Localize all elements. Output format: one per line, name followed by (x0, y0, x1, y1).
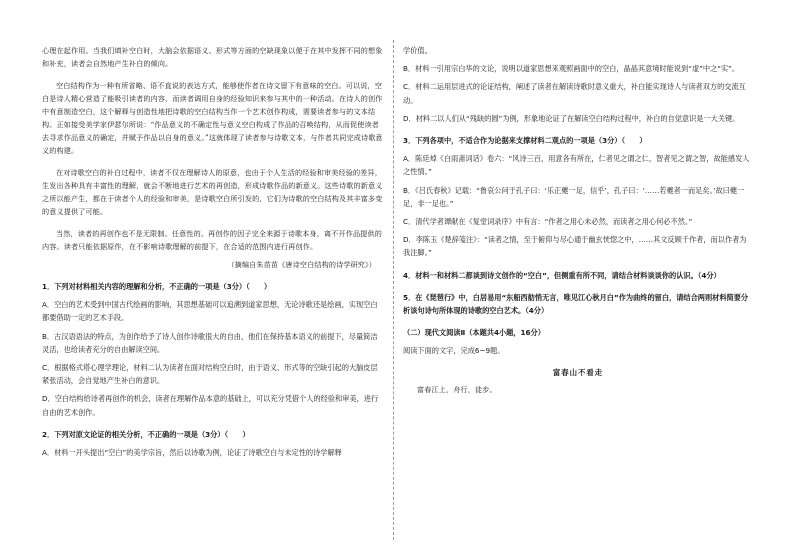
question-5: 5．在《琵琶行》中，白居易用“东船西舫悄无言，唯见江心秋月白”作为曲终的留白，请结合两则材料简要分析该句诗句所体现的诗歌的空白艺术。（4分） (403, 292, 749, 316)
question-3-stem: 3．下列各项中，不适合作为论据来支撑材料二观点的一项是（3分）（ ） (403, 136, 647, 146)
right-column (403, 44, 753, 396)
question-3-option-c: C．清代学者谭献在《复堂词录序》中有言：“作者之用心未必然，而读者之用心何必不然。” (403, 217, 693, 227)
paragraph-4: 当然，读者的再创作也不是无限制、任意性的。再创作的因子完全来源于诗歌本身，离不开作品提供的内容。读者只能依据原作，在不影响诗歌理解的前提下，在合适的范围内进行再创作。 (42, 229, 382, 251)
question-1-option-a: A．空白的艺术受到中国古代绘画的影响，其思想基础可以追溯到道家思想，无论诗歌还是绘画，实现空白都要借助一定的艺术手段。 (42, 300, 378, 323)
question-3-option-a: A．陈廷焯《白雨斋词话》卷六：“风诗三百，用意各有所在，仁者见之谓之仁，智者见之谓之智，故能感发人之性情。” (403, 154, 750, 177)
article-title: 富春山不看走 (552, 367, 604, 377)
column-divider (393, 40, 394, 540)
reading-instruction: 阅读下面的文字，完成6~9题。 (403, 346, 505, 356)
question-2-option-a: A．材料一开头提出“空白”的美学宗旨，然后以诗歌为例，论证了诗歌空白与未定性的诗学解释 (42, 448, 342, 458)
question-1-option-b: B．古汉语语法的特点，为创作给予了诗人创作诗歌很大的自由，他们在保持基本语义的前提下，尽量简洁灵活，也给读者充分的自由解读空间。 (42, 331, 378, 354)
left-column (42, 44, 384, 459)
question-2-option-c: C．材料二运用层进式的论证结构，阐述了读者在解读诗歌时意义重大，补白能实现诗人与读者双方的交流互动。 (403, 82, 746, 105)
source-citation: （摘编自朱苗苗《唐诗空白结构的诗学研究》） (227, 260, 376, 269)
section-heading: （二）现代文阅读Ⅱ（本题共4小题，16分） (403, 328, 545, 338)
question-1-option-d: D．空白结构给诗者再创作的机会，读者在理解作品本意的基础上，可以充分凭借个人的经验和审美，进行自由的艺术创作。 (42, 394, 379, 417)
paragraph-3: 在对诗歌空白的补白过程中，读者不仅在理解诗人的原意，也由于个人生活的经验和审美经验的差异，生发出各种具有丰富性的理解，就会不断地进行艺术的再创造，形成诗歌作品的新意义。这些诗歌的新意义之所以能产生，都在于读者个人的经验和审美，是诗歌空白所引发的，它们为诗歌的空白结构及其丰富多变的意义提供了可能。 (42, 168, 383, 216)
question-3-option-d: D．李陈玉《楚辞笺注》：“读者之情，至于俯仰与尽心通于幽玄恍惚之中，……其文反顾千作者，而以作者为我注脚。” (403, 235, 747, 258)
question-2-option-b: B．材料一引用宗白华的文论，说明以道家思想来观照画面中的空白，晶晶其意境时能说到“虚”中之“实”。 (403, 64, 740, 74)
question-2-option-d: D．材料二以人们从“残缺的圆”为例，形象地论证了在解读空白结构过程中，补白的自觉意识是一大关键。 (403, 113, 740, 123)
question-2-stem: 2．下列对原文论证的相关分析，不正确的一项是（3分）（ ） (42, 429, 250, 439)
question-2-option-a-continued: 学价值。 (403, 46, 432, 55)
question-1-stem: 1．下列对材料相关内容的理解和分析，不正确的一项是（3分）（ ） (42, 282, 272, 291)
question-1-option-c: C．根据格式塔心理学理论，材料二认为读者在面对结构空白时，由于语义、形式等的空缺引起的大脑皮层紧张活动，会自觉地产生补白的意识。 (42, 363, 378, 386)
paragraph-2: 空白结构作为一种有所省略、语不直说的表达方式，能够使作者在诗文留下有意味的空白。可以说，空白是诗人精心营造了能吸引读者的内容，而读者调用自身的经验知识来参与其中的一种活动。在诗人的创作中有意制造空白，这个解释与创造性地把诗歌的空白结构当作一个艺术创作构成，需要读者参与的文本结构。正如接受美学家伊瑟尔所说：“作品意义的不确定性与意义空白构成了作品的召唤结构，从而促使读者去寻求作品意义的确定，并赋予作品以自身的意义。”这就体现了读者参与诗歌文本，与作者共同完成诗歌意义的构建。 (42, 81, 383, 155)
paragraph-1: 心理在起作用。当我们填补空白时，大脑会依据语义、形式等方面的空缺现象以便于在其中发挥不同的想象和补充，读者会自然地产生补白的倾向。 (42, 46, 383, 68)
question-3-option-b: B．《吕氏春秋》记载：“鲁哀公问于孔子曰：‘乐正夔一足，信乎’，孔子曰：‘……若夔者一而足矣。’故曰夔一足，非一足也。” (403, 185, 745, 208)
question-4: 4．材料一和材料二都谈到诗文创作的“空白”，但侧重有所不同，请结合材料谈谈你的认识。（4分） (403, 270, 721, 280)
article-first-line: 富春江上，舟行，徒步。 (417, 384, 497, 394)
